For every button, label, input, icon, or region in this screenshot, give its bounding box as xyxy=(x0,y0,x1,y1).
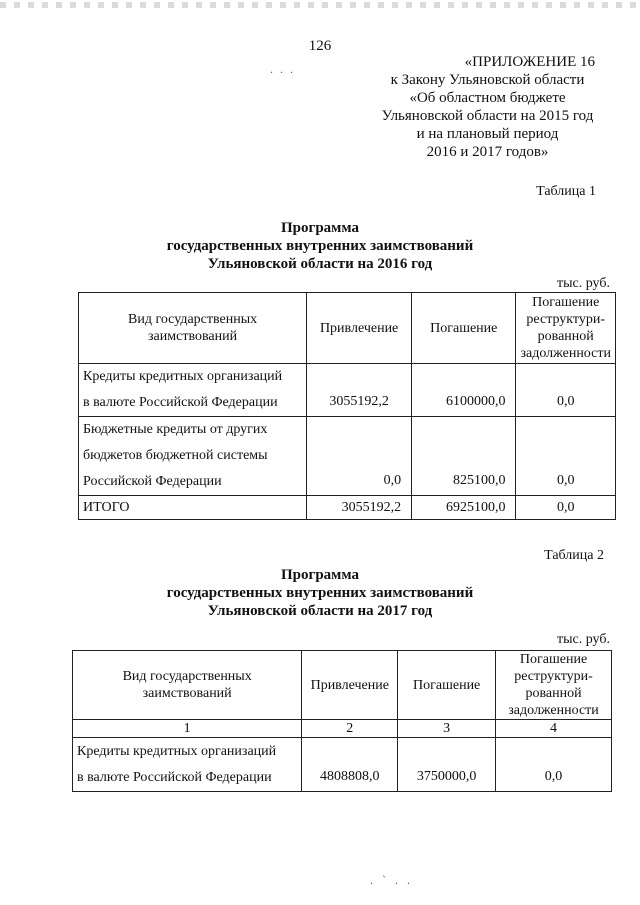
header-type: Вид государственных заимствований xyxy=(79,293,307,364)
row-repayment: 3750000,0 xyxy=(398,738,496,792)
table2-title-line: Ульяновской области на 2017 год xyxy=(207,603,433,619)
table1-label: Таблица 1 xyxy=(536,184,596,199)
header-restructured: Погашение реструктури-рованной задолженности xyxy=(516,293,616,364)
row-borrowing: 4808808,0 xyxy=(302,738,398,792)
header-repayment: Погашение xyxy=(412,293,516,364)
scan-artifact-dots: . ` . . xyxy=(370,873,413,887)
row-repayment: 6100000,0 xyxy=(412,364,516,417)
row-restructured: 0,0 xyxy=(516,364,616,417)
table1-header-row xyxy=(79,293,616,364)
table2-title-line: Программа xyxy=(281,567,359,583)
col-number: 4 xyxy=(496,720,612,738)
header-borrowing: Привлечение xyxy=(302,651,398,720)
header-type: Вид государственных заимствований xyxy=(73,651,302,720)
appendix-line: к Закону Ульяновской области xyxy=(390,72,585,88)
total-repayment: 6925100,0 xyxy=(412,496,516,520)
header-restructured: Погашение реструктури-рованной задолженности xyxy=(496,651,612,720)
total-label: ИТОГО xyxy=(79,496,307,520)
col-number: 1 xyxy=(73,720,302,738)
table2-label: Таблица 2 xyxy=(544,548,604,563)
top-edge-marks xyxy=(0,2,640,8)
row-repayment: 825100,0 xyxy=(412,417,516,496)
table2-title-line: государственных внутренних заимствований xyxy=(166,585,474,601)
table1-title-line: Программа xyxy=(281,220,359,236)
row-name: Кредиты кредитных организаций в валюте Российской Федерации xyxy=(73,738,302,792)
row-borrowing: 3055192,2 xyxy=(307,364,412,417)
appendix-line: 2016 и 2017 годов» xyxy=(426,144,549,160)
row-borrowing: 0,0 xyxy=(307,417,412,496)
total-restructured: 0,0 xyxy=(516,496,616,520)
table2-unit: тыс. руб. xyxy=(557,632,610,647)
table-row xyxy=(73,738,612,792)
table1-total-row xyxy=(79,496,616,520)
table1-title-line: Ульяновской области на 2016 год xyxy=(207,256,433,272)
table-row xyxy=(79,417,616,496)
row-name: Кредиты кредитных организаций в валюте Российской Федерации xyxy=(79,364,307,417)
table2-col-number-row xyxy=(73,720,612,738)
table2-header-row xyxy=(73,651,612,720)
table-row xyxy=(79,364,616,417)
row-name: Бюджетные кредиты от других бюджетов бюджетной системы Российской Федерации xyxy=(79,417,307,496)
row-restructured: 0,0 xyxy=(516,417,616,496)
appendix-line: Ульяновской области на 2015 год xyxy=(381,108,594,124)
table1-unit: тыс. руб. xyxy=(557,276,610,291)
table1-title xyxy=(0,219,640,273)
table2-title xyxy=(0,566,640,620)
header-repayment: Погашение xyxy=(398,651,496,720)
header-borrowing: Привлечение xyxy=(307,293,412,364)
row-restructured: 0,0 xyxy=(496,738,612,792)
total-borrowing: 3055192,2 xyxy=(307,496,412,520)
appendix-title: «ПРИЛОЖЕНИЕ 16 xyxy=(464,54,595,70)
appendix-block xyxy=(380,53,595,161)
scan-artifact-dots: . . . xyxy=(270,62,295,76)
appendix-line: и на плановый период xyxy=(416,126,559,142)
table1-title-line: государственных внутренних заимствований xyxy=(166,238,474,254)
table2 xyxy=(72,650,612,792)
page-number: 126 xyxy=(308,38,332,54)
appendix-line: «Об областном бюджете xyxy=(409,90,566,106)
col-number: 2 xyxy=(302,720,398,738)
col-number: 3 xyxy=(398,720,496,738)
table1 xyxy=(78,292,616,520)
